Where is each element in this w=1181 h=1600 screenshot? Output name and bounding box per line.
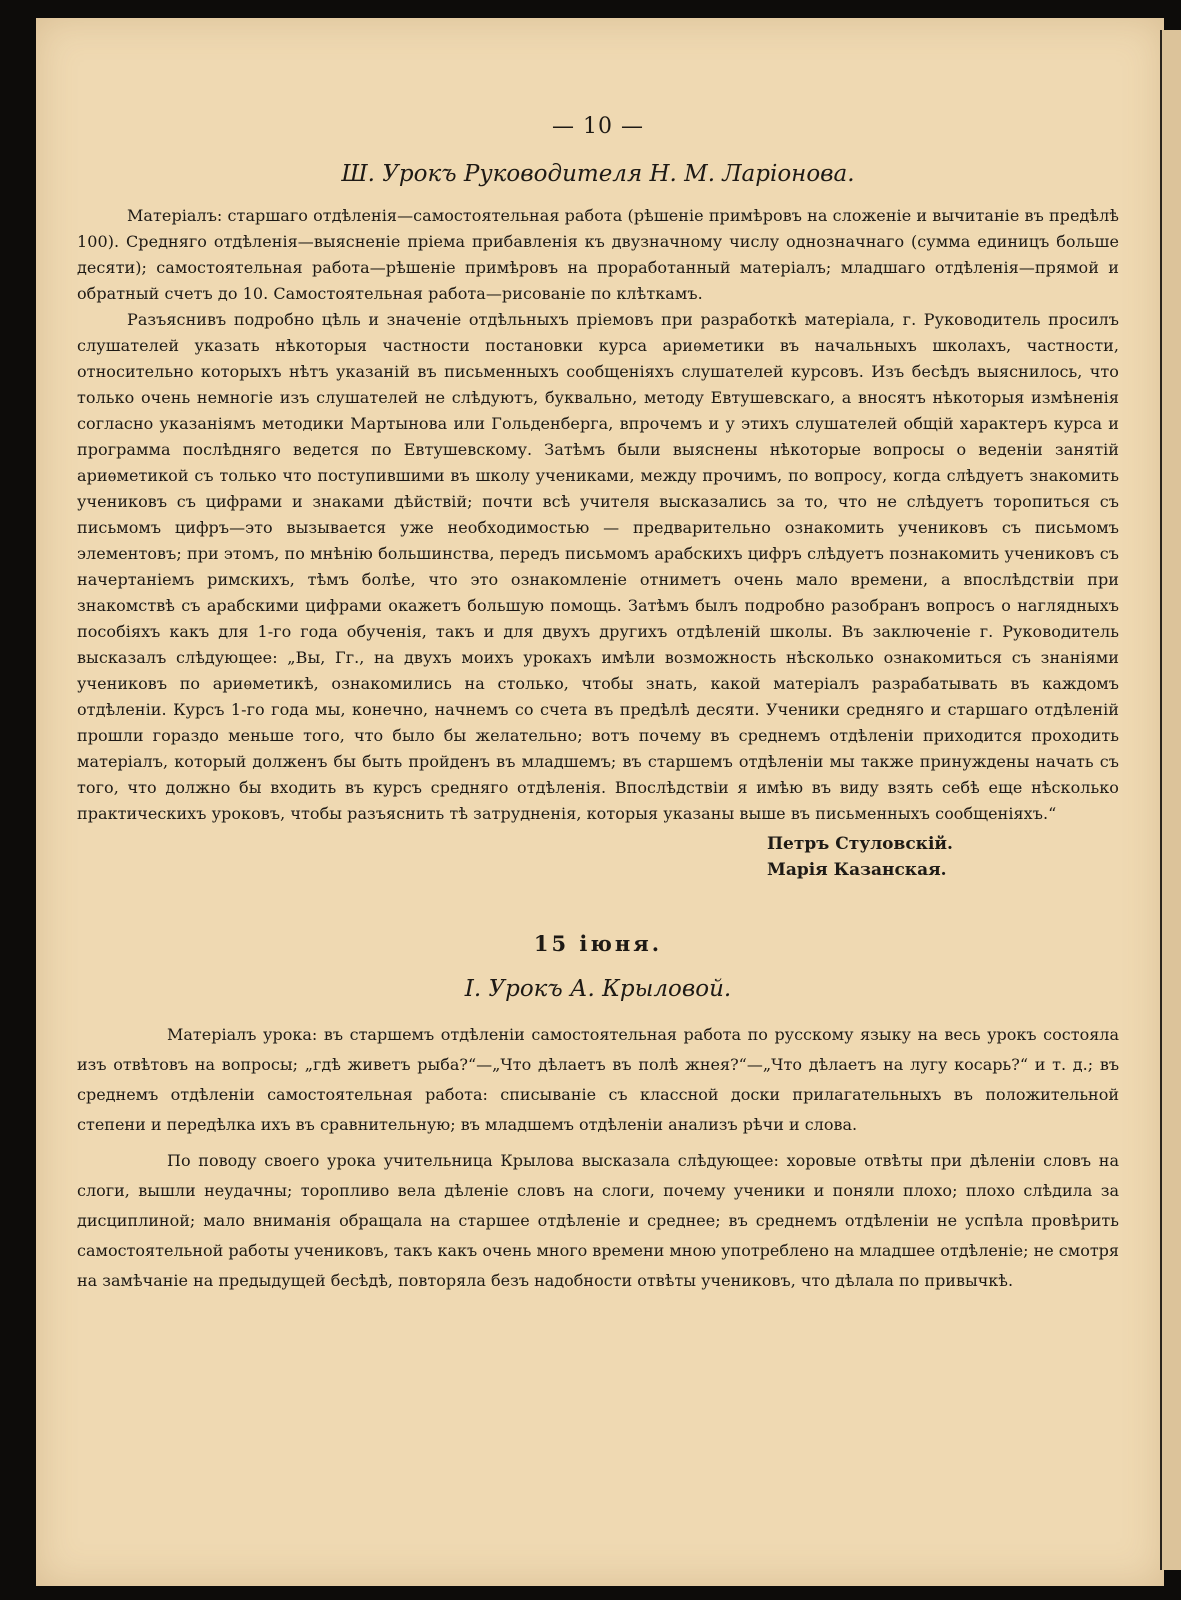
paragraph-material: Матеріалъ: старшаго отдѣленія—самостоятельная работа (рѣшеніе примѣровъ на сложеніе и вычитаніе въ предѣлѣ 100). Средняго отдѣленія—выясненіе пріема прибавленія къ двузначному числу однозначнаго (сумма единицъ больше десяти); самостоятельная работа—рѣшеніе примѣровъ на проработанный матеріалъ; младшаго отдѣленія—прямой и обратный счетъ до 10. Самостоятельная работа—рисованіе по клѣткамъ. [77,206,1119,303]
paragraph-discussion: Разъяснивъ подробно цѣль и значеніе отдѣльныхъ пріемовъ при разработкѣ матеріала, г. Руководитель просилъ слушателей указать нѣкоторыя частности постановки курса ариѳметики въ начальныхъ школахъ, частности, относительно которыхъ нѣтъ указаній въ письменныхъ сообщеніяхъ слушателей курсовъ. Изъ бесѣдъ выяснилось, что только очень немногіе изъ слушателей не слѣдуютъ, буквально, методу Евтушевскаго, а вносятъ нѣкоторыя измѣненія согласно указаніямъ методики Мартынова или Гольденберга, впрочемъ и у этихъ слушателей общій характеръ курса и программа послѣдняго ведется по Евтушевскому. Затѣмъ были выяснены нѣкоторые вопросы о веденіи занятій ариѳметикой съ только что поступившими въ школу учениками, между прочимъ, по вопросу, когда слѣдуетъ знакомить учениковъ съ цифрами и знаками дѣйствій; почти всѣ учителя высказались за то, что не слѣдуетъ торопиться съ письмомъ цифръ—это вызывается уже необходимостью — предварительно ознакомить учениковъ съ письмомъ элементовъ; при этомъ, по мнѣнію большинства, передъ письмомъ арабскихъ цифръ слѣдуетъ познакомить учениковъ съ начертаніемъ римскихъ, тѣмъ болѣе, что это ознакомленіе отниметъ очень мало времени, а впослѣдствіи при знакомствѣ съ арабскими цифрами окажетъ большую помощь. Затѣмъ былъ подробно разобранъ вопросъ о наглядныхъ пособіяхъ какъ для 1-го года обученія, такъ и для двухъ другихъ отдѣленій школы. Въ заключеніе г. Руководитель высказалъ слѣдующее: „Вы, Гг., на двухъ моихъ урокахъ имѣли возможность нѣсколько ознакомиться съ знаніями учениковъ по ариѳметикѣ, ознакомились на столько, чтобы знать, какой матеріалъ разрабатывать въ каждомъ отдѣленіи. Курсъ 1-го года мы, конечно, начнемъ со счета въ предѣлѣ десяти. Ученики средняго и старшаго отдѣленій прошли гораздо меньше того, что было бы желательно; вотъ почему въ среднемъ отдѣленіи приходится проходить матеріалъ, который долженъ бы быть пройденъ въ младшемъ; въ старшемъ отдѣленіи мы также принуждены начать съ того, что должно бы входить въ курсъ средняго отдѣленія. Впослѣдствіи я имѣю въ виду взять себѣ еще нѣсколько практическихъ уроковъ, чтобы разъяснить тѣ затрудненія, которыя указаны выше въ письменныхъ сообщеніяхъ.“ [77,310,1119,823]
paragraph-lesson-material: Матеріалъ урока: въ старшемъ отдѣленіи самостоятельная работа по русскому языку на весь урокъ состояла изъ отвѣтовъ на вопросы; „гдѣ живетъ рыба?“—„Что дѣлаетъ въ полѣ жнея?“—„Что дѣлаетъ на лугу косарь?“ и т. д.; въ среднемъ отдѣленіи самостоятельная работа: списываніе съ классной доски прилагательныхъ въ положительной степени и передѣлка ихъ въ сравнительную; въ младшемъ отдѣленіи анализъ рѣчи и слова. [77,1025,1119,1134]
adjacent-page-edge [1160,30,1181,1570]
paragraph-teacher-remarks: По поводу своего урока учительница Крылова высказала слѣдующее: хоровые отвѣты при дѣленіи словъ на слоги, вышли неудачны; торопливо вела дѣленіе словъ на слоги, почему ученики и поняли плохо; плохо слѣдила за дисциплиной; мало вниманія обращала на старшее отдѣленіе и среднее; въ среднемъ отдѣленіи не успѣла провѣрить самостоятельной работы учениковъ, такъ какъ очень много времени мною употреблено на младшее отдѣленіе; не смотря на замѣчаніе на предыдущей бесѣдѣ, повторяла безъ надобности отвѣты учениковъ, что дѣлала по привычкѣ. [77,1151,1120,1290]
date-heading: 15 іюня. [533,931,663,956]
signature-kazanskaya: Марія Казанская. [767,860,947,880]
section-heading-larionov: Ш. Урокъ Руководителя Н. М. Ларіонова. [341,161,855,187]
section-heading-krylova: I. Урокъ А. Крыловой. [464,976,732,1002]
page-number: — 10 — [552,114,644,139]
page-content [77,100,1119,1302]
signatures [77,831,999,883]
signature-stulovsky: Петръ Стуловскій. [767,834,953,854]
